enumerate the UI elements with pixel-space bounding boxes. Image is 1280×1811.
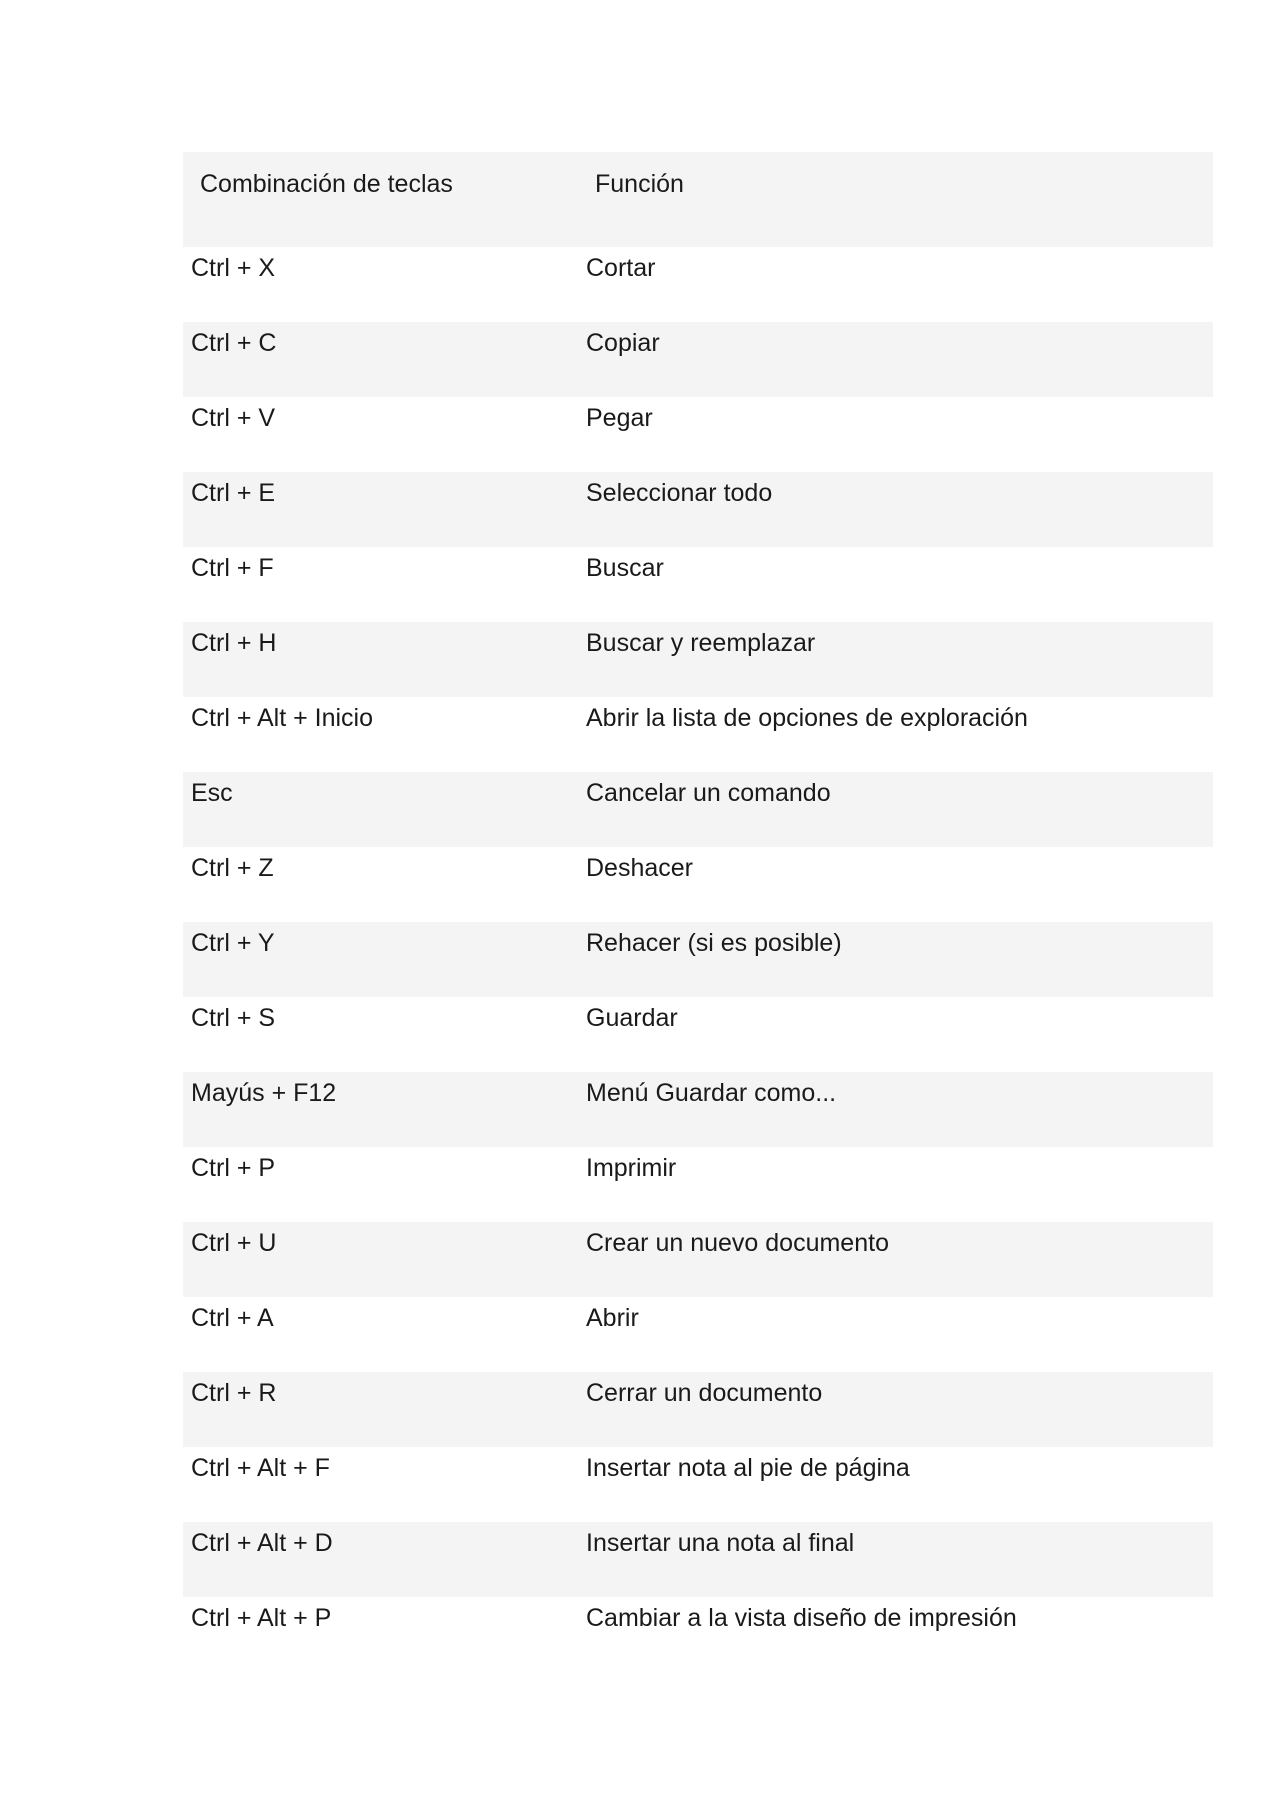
table-row — [183, 1597, 1213, 1672]
cell-function: Abrir — [586, 1304, 639, 1332]
cell-keys: Ctrl + Alt + D — [191, 1529, 333, 1557]
cell-keys: Esc — [191, 779, 233, 807]
cell-keys: Ctrl + A — [191, 1304, 274, 1332]
cell-keys: Mayús + F12 — [191, 1079, 337, 1107]
cell-function: Insertar nota al pie de página — [586, 1454, 910, 1482]
table-row — [183, 1072, 1213, 1147]
table-row — [183, 247, 1213, 322]
cell-keys: Ctrl + U — [191, 1229, 277, 1257]
cell-function: Deshacer — [586, 854, 693, 882]
table-row — [183, 622, 1213, 697]
cell-function: Copiar — [586, 329, 660, 357]
table-row — [183, 847, 1213, 922]
table-row — [183, 1147, 1213, 1222]
cell-keys: Ctrl + Alt + P — [191, 1604, 332, 1632]
cell-keys: Ctrl + E — [191, 479, 276, 507]
cell-keys: Ctrl + S — [191, 1004, 276, 1032]
cell-function: Buscar — [586, 554, 664, 582]
cell-keys: Ctrl + R — [191, 1379, 277, 1407]
cell-function: Insertar una nota al final — [586, 1529, 855, 1557]
cell-function: Cambiar a la vista diseño de impresión — [586, 1604, 1017, 1632]
cell-keys: Ctrl + P — [191, 1154, 276, 1182]
table-row — [183, 697, 1213, 772]
cell-keys: Ctrl + X — [191, 254, 276, 282]
table-header-row — [183, 152, 1213, 247]
cell-function: Imprimir — [586, 1154, 677, 1182]
cell-keys: Ctrl + Z — [191, 854, 274, 882]
table-row — [183, 1297, 1213, 1372]
table-row — [183, 472, 1213, 547]
table-row — [183, 1522, 1213, 1597]
cell-function: Buscar y reemplazar — [586, 629, 816, 657]
cell-function: Pegar — [586, 404, 653, 432]
table-row — [183, 322, 1213, 397]
table-row — [183, 922, 1213, 997]
cell-function: Menú Guardar como... — [586, 1079, 837, 1107]
cell-keys: Ctrl + Alt + F — [191, 1454, 330, 1482]
cell-function: Rehacer (si es posible) — [586, 929, 842, 957]
cell-function: Cancelar un comando — [586, 779, 831, 807]
cell-function: Cortar — [586, 254, 656, 282]
table-row — [183, 397, 1213, 472]
table-row — [183, 1222, 1213, 1297]
shortcuts-table — [183, 152, 1213, 1672]
cell-function: Guardar — [586, 1004, 678, 1032]
table-row — [183, 772, 1213, 847]
header-keys: Combinación de teclas — [200, 170, 453, 198]
cell-function: Abrir la lista de opciones de exploración — [586, 704, 1028, 732]
table-body — [183, 247, 1213, 1672]
table-row — [183, 547, 1213, 622]
cell-keys: Ctrl + Alt + Inicio — [191, 704, 374, 732]
cell-function: Cerrar un documento — [586, 1379, 823, 1407]
header-function: Función — [595, 170, 684, 198]
table-row — [183, 1372, 1213, 1447]
cell-keys: Ctrl + Y — [191, 929, 275, 957]
table-row — [183, 1447, 1213, 1522]
cell-keys: Ctrl + V — [191, 404, 276, 432]
cell-keys: Ctrl + H — [191, 629, 277, 657]
cell-function: Crear un nuevo documento — [586, 1229, 889, 1257]
cell-keys: Ctrl + F — [191, 554, 274, 582]
table-row — [183, 997, 1213, 1072]
cell-function: Seleccionar todo — [586, 479, 773, 507]
cell-keys: Ctrl + C — [191, 329, 277, 357]
